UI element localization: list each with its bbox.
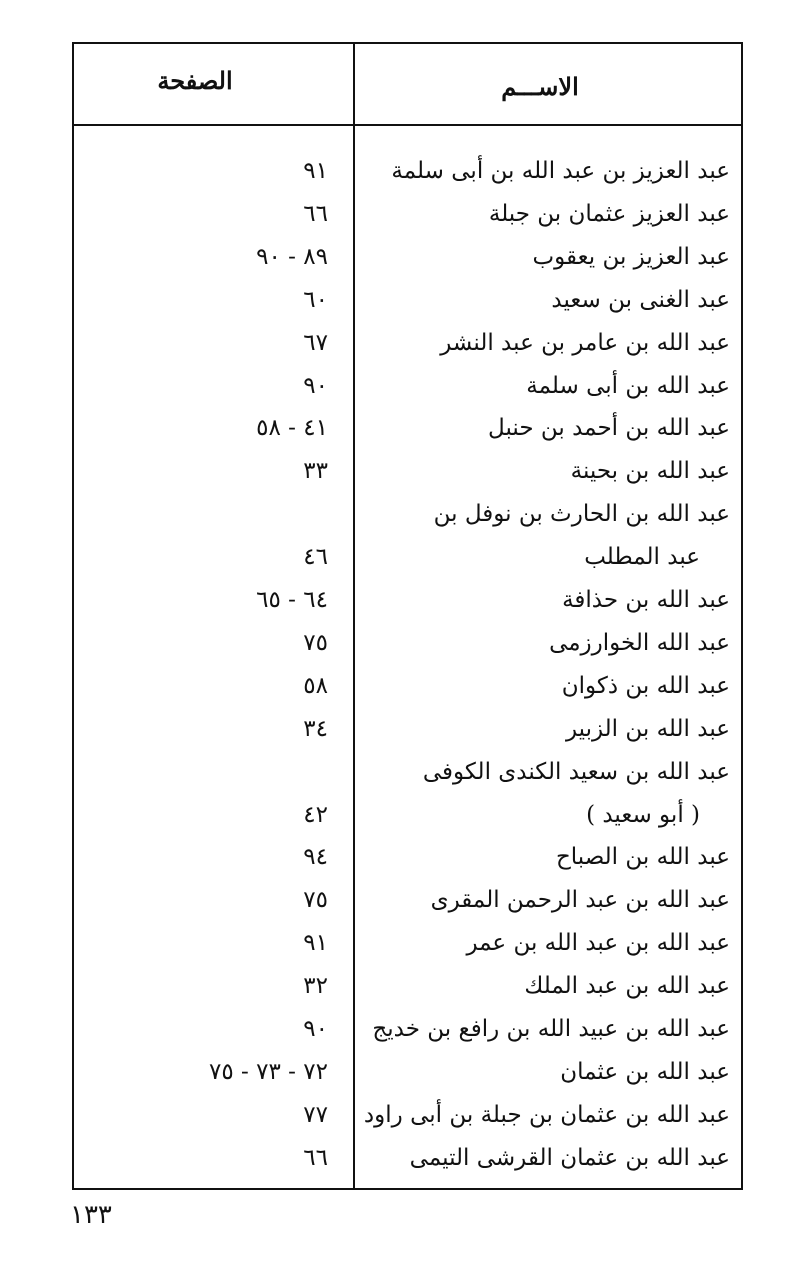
table-row <box>0 279 793 321</box>
table-row <box>0 665 793 707</box>
entry-pages: ٣٣ <box>303 458 328 485</box>
entry-pages: ٧٥ <box>303 629 328 656</box>
entry-name: عبد الله بن أبى سلمة <box>526 372 730 399</box>
table-row <box>0 751 793 793</box>
entry-name: عبد الله بن سعيد الكندى الكوفى <box>422 758 730 785</box>
table-row <box>0 150 793 192</box>
entry-pages: ٦٤ - ٦٥ <box>256 587 328 613</box>
entry-name: عبد الله بن أحمد بن حنبل <box>488 415 730 442</box>
table-row <box>0 493 793 535</box>
entry-pages: ٩٠ <box>303 1016 328 1042</box>
entry-pages: ٩٤ <box>303 844 328 871</box>
table-row <box>0 1008 793 1050</box>
entry-name: عبد العزيز عثمان بن جبلة <box>488 200 730 227</box>
table-row <box>0 622 793 664</box>
entry-name: عبد الله بن بحينة <box>570 458 730 485</box>
entry-name: عبد الله بن عثمان القرشى التيمى <box>409 1144 730 1171</box>
entry-pages: ٤٦ <box>303 544 328 571</box>
entry-pages: ٣٤ <box>303 715 328 742</box>
entry-name: عبد الله بن عثمان <box>560 1058 730 1085</box>
entry-pages <box>120 493 328 535</box>
table-row <box>0 1094 793 1136</box>
entry-pages: ٩١ <box>303 158 328 184</box>
table-row <box>0 1051 793 1093</box>
entry-name: ( أبو سعيد ) <box>586 801 700 828</box>
entry-pages: ٥٨ <box>303 672 328 699</box>
entry-name: عبد الله بن عبد الملك <box>524 973 730 1000</box>
entry-name: عبد الله بن الصباح <box>555 844 730 871</box>
entry-pages: ٣٢ <box>303 973 328 1000</box>
entry-pages: ٩١ <box>303 930 328 957</box>
entry-name: عبد الغنى بن سعيد <box>551 286 730 313</box>
page-number: ١٣٣ <box>70 1200 112 1230</box>
table-row <box>0 536 793 578</box>
table-row <box>0 1137 793 1179</box>
entry-name: عبد الله بن ذكوان <box>561 672 730 699</box>
table-row <box>0 965 793 1007</box>
entry-pages: ٧٥ <box>303 887 328 914</box>
table-row <box>0 193 793 235</box>
entry-name: عبد الله بن حذافة <box>562 587 730 613</box>
entry-pages: ٦٦ <box>303 200 328 227</box>
table-row <box>0 322 793 364</box>
entry-pages: ٩٠ <box>303 372 328 399</box>
entry-pages: ٦٠ <box>303 286 328 313</box>
entry-pages: ٧٧ <box>303 1101 328 1128</box>
table-row <box>0 407 793 449</box>
entry-name: عبد العزيز بن يعقوب <box>532 243 730 270</box>
entry-pages: ٤٢ <box>303 801 328 828</box>
table-row <box>0 708 793 750</box>
entry-name: عبد الله بن عبد الرحمن المقرى <box>430 887 730 914</box>
entry-pages: ٨٩ - ٩٠ <box>256 243 328 270</box>
entry-pages: ٤١ - ٥٨ <box>256 415 328 442</box>
entry-pages: ٦٦ <box>303 1144 328 1171</box>
entry-name: عبد الله بن الزبير <box>565 715 730 742</box>
entry-name: عبد الله بن عثمان بن جبلة بن أبى راود <box>363 1101 730 1128</box>
header-divider <box>74 124 741 126</box>
entry-name: عبد الله بن عبيد الله بن رافع بن خديج <box>372 1016 730 1042</box>
name-column-header: الاســـم <box>501 72 579 101</box>
entry-name: عبد الله الخوارزمى <box>549 629 730 656</box>
table-row <box>0 836 793 878</box>
table-row <box>0 236 793 278</box>
table-row <box>0 922 793 964</box>
entry-name: عبد العزيز بن عبد الله بن أبى سلمة <box>391 158 730 184</box>
entry-pages <box>120 751 328 793</box>
entry-name: عبد الله بن الحارث بن نوفل بن <box>433 501 730 528</box>
table-row <box>0 794 793 836</box>
table-row <box>0 879 793 921</box>
entry-pages: ٦٧ <box>303 329 328 356</box>
table-row <box>0 365 793 407</box>
entry-name: عبد الله بن عبد الله بن عمر <box>466 930 730 957</box>
table-row <box>0 579 793 621</box>
page-column-header: الصفحة <box>157 66 233 95</box>
entry-name: عبد المطلب <box>584 544 700 571</box>
table-row <box>0 450 793 492</box>
entry-name: عبد الله بن عامر بن عبد النشر <box>440 329 730 356</box>
entry-pages: ٧٢ - ٧٣ - ٧٥ <box>209 1058 328 1085</box>
